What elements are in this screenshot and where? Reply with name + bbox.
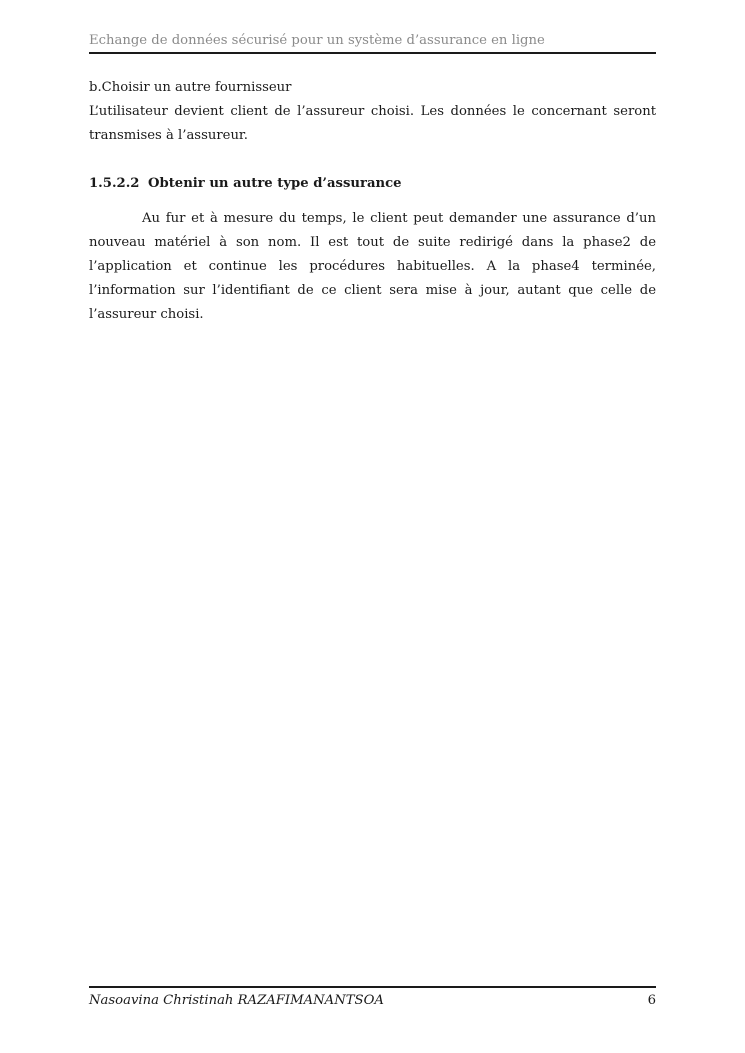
page-number: 6 [647, 993, 656, 1008]
footer-author: Nasoavina Christinah RAZAFIMANANTSOA [89, 993, 384, 1008]
header-rule [89, 52, 656, 54]
paragraph-1: L’utilisateur devient client de l’assureur choisi. Les données le concernant seront transmises à l’assureur. [89, 104, 656, 143]
footer-rule [89, 986, 656, 988]
section-number: 1.5.2.2 [89, 176, 140, 191]
running-header: Echange de données sécurisé pour un système d’assurance en ligne [89, 33, 545, 48]
section-title: Obtenir un autre type d’assurance [148, 176, 402, 191]
paragraph-2: Au fur et à mesure du temps, le client peut demander une assurance d’un nouveau matériel à son nom. Il est tout de suite redirigé dans la phase2 de l’application et continue les procédures habituelles. A la phase4 terminée, l’information sur l’identifiant de ce client sera mise à jour, autant que celle de l’assureur choisi. [89, 211, 656, 322]
section-heading [89, 174, 656, 194]
subsection-label: b.Choisir un autre fournisseur [89, 80, 292, 95]
